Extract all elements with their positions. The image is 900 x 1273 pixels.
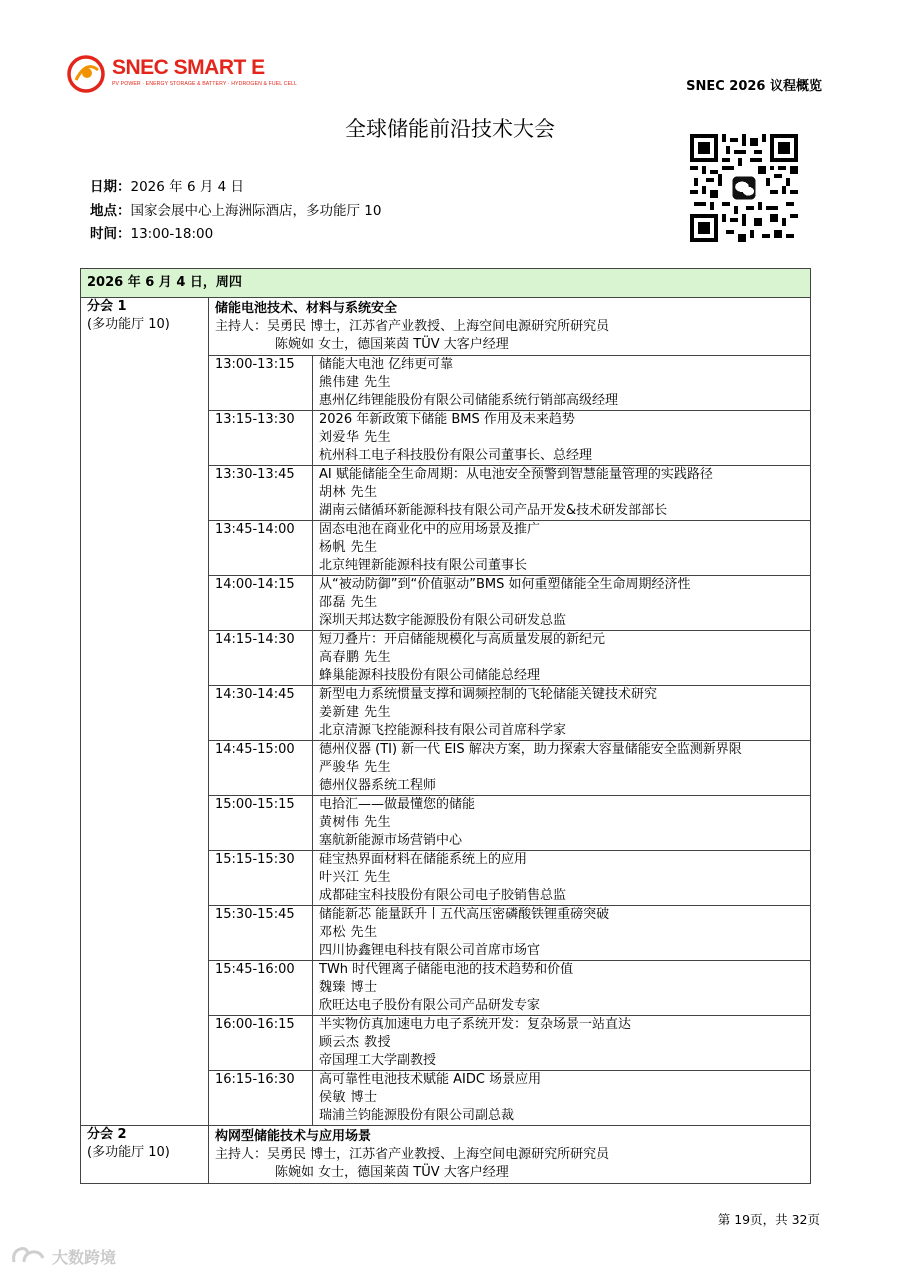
session-room: (多功能厅 10): [87, 1145, 170, 1160]
time-label: 时间：: [90, 226, 131, 242]
session-info-cell: [209, 298, 811, 356]
talk-time: 13:30-13:45: [209, 466, 313, 521]
talk-cell: [313, 741, 811, 796]
page-number: 第 19页，共 32页: [717, 1212, 820, 1227]
watermark-icon: [10, 1244, 48, 1266]
time-value: 13:00-18:00: [130, 226, 214, 242]
talk-title: 2026 年新政策下储能 BMS 作用及未来趋势: [319, 412, 575, 427]
talk-cell: [313, 1071, 811, 1126]
talk-speaker: 胡林 先生: [319, 485, 378, 500]
talk-org: 杭州科工电子科技股份有限公司董事长、总经理: [319, 448, 593, 463]
talk-speaker: 高春鹏 先生: [319, 650, 392, 665]
talk-cell: [313, 631, 811, 686]
talk-speaker: 顾云杰 教授: [319, 1035, 392, 1050]
talk-speaker: 刘爱华 先生: [319, 430, 392, 445]
talk-org: 北京清源飞控能源科技有限公司首席科学家: [319, 723, 567, 738]
talk-time: 14:15-14:30: [209, 631, 313, 686]
talk-cell: [313, 961, 811, 1016]
talk-title: 短刀叠片：开启储能规模化与高质量发展的新纪元: [319, 632, 606, 647]
talk-cell: [313, 1016, 811, 1071]
info-date: [90, 176, 381, 200]
talk-title: 储能大电池 亿纬更可靠: [319, 357, 454, 372]
talk-time: 15:45-16:00: [209, 961, 313, 1016]
session-name-cell: [81, 1126, 209, 1184]
session-name: 分会 1: [87, 299, 127, 314]
talk-title: 电拾汇——做最懂您的储能: [319, 797, 476, 812]
document-label: SNEC 2026 议程概览: [686, 79, 822, 94]
talk-cell: [313, 411, 811, 466]
date-value: 2026 年 6 月 4 日: [130, 179, 244, 195]
talk-time: 16:15-16:30: [209, 1071, 313, 1126]
talk-org: 成都硅宝科技股份有限公司电子胶销售总监: [319, 888, 567, 903]
talk-speaker: 熊伟建 先生: [319, 375, 392, 390]
talk-title: 新型电力系统惯量支撑和调频控制的飞轮储能关键技术研究: [319, 687, 658, 702]
snec-logo-icon: [66, 54, 106, 94]
session-title: 构网型储能技术与应用场景: [215, 1129, 372, 1144]
session-host: 主持人：吴勇民 博士，江苏省产业教授、上海空间电源研究所研究员: [215, 1147, 610, 1162]
talk-speaker: 邵磊 先生: [319, 595, 378, 610]
talk-org: 四川协鑫锂电科技有限公司首席市场官: [319, 943, 541, 958]
wechat-qr-code-icon: [690, 134, 798, 242]
watermark: [10, 1244, 150, 1266]
talk-time: 14:30-14:45: [209, 686, 313, 741]
talk-org: 北京纯锂新能源科技有限公司董事长: [319, 558, 528, 573]
talk-org: 德州仪器系统工程师: [319, 778, 437, 793]
date-row: [81, 269, 811, 298]
talk-title: 从“被动防御”到“价值驱动”BMS 如何重塑储能全生命周期经济性: [319, 577, 691, 592]
talk-org: 深圳天邦达数字能源股份有限公司研发总监: [319, 613, 567, 628]
date-label: 日期：: [90, 179, 131, 195]
talk-time: 13:15-13:30: [209, 411, 313, 466]
talk-title: 德州仪器 (TI) 新一代 EIS 解决方案，助力探索大容量储能安全监测新界限: [319, 742, 742, 757]
talk-speaker: 姜新建 先生: [319, 705, 392, 720]
session-name: 分会 2: [87, 1127, 127, 1142]
talk-time: 14:00-14:15: [209, 576, 313, 631]
talk-cell: [313, 796, 811, 851]
session-header-row: [81, 1126, 811, 1184]
talk-title: AI 赋能储能全生命周期：从电池安全预警到智慧能量管理的实践路径: [319, 467, 713, 482]
session-host: 主持人：吴勇民 博士，江苏省产业教授、上海空间电源研究所研究员: [215, 319, 610, 334]
talk-speaker: 魏臻 博士: [319, 980, 378, 995]
session-info-cell: [209, 1126, 811, 1184]
talk-org: 瑞浦兰钧能源股份有限公司副总裁: [319, 1108, 515, 1123]
talk-speaker: 严骏华 先生: [319, 760, 392, 775]
info-venue: [90, 200, 381, 224]
talk-title: 硅宝热界面材料在储能系统上的应用: [319, 852, 528, 867]
talk-speaker: 叶兴江 先生: [319, 870, 392, 885]
talk-org: 惠州亿纬锂能股份有限公司储能系统行销部高级经理: [319, 393, 619, 408]
talk-org: 帝国理工大学副教授: [319, 1053, 437, 1068]
session-title: 储能电池技术、材料与系统安全: [215, 301, 398, 316]
talk-title: 高可靠性电池技术赋能 AIDC 场景应用: [319, 1072, 542, 1087]
talk-time: 14:45-15:00: [209, 741, 313, 796]
agenda-table: [80, 268, 811, 1184]
date-row-cell: 2026 年 6 月 4 日，周四: [81, 269, 811, 298]
talk-time: 13:00-13:15: [209, 356, 313, 411]
info-time: [90, 223, 381, 247]
watermark-text: 大数跨境: [52, 1248, 117, 1267]
talk-time: 15:30-15:45: [209, 906, 313, 961]
talk-time: 16:00-16:15: [209, 1016, 313, 1071]
talk-cell: [313, 356, 811, 411]
talk-title: 固态电池在商业化中的应用场景及推广: [319, 522, 541, 537]
talk-title: 储能新芯 能量跃升丨五代高压密磷酸铁锂重磅突破: [319, 907, 610, 922]
talk-speaker: 侯敏 博士: [319, 1090, 378, 1105]
talk-cell: [313, 906, 811, 961]
talk-time: 15:15-15:30: [209, 851, 313, 906]
venue-value: 国家会展中心上海洲际酒店，多功能厅 10: [130, 202, 382, 219]
venue-label: 地点：: [90, 202, 131, 219]
talk-time: 13:45-14:00: [209, 521, 313, 576]
event-info: [90, 176, 381, 247]
page-title: 全球储能前沿技术大会: [345, 117, 555, 141]
talk-title: 半实物仿真加速电力电子系统开发：复杂场景一站直达: [319, 1017, 632, 1032]
logo-text: SNEC SMART E: [112, 56, 265, 79]
talk-cell: [313, 466, 811, 521]
talk-org: 湖南云储循环新能源科技有限公司产品开发&技术研发部部长: [319, 503, 668, 518]
talk-title: TWh 时代锂离子储能电池的技术趋势和价值: [319, 962, 574, 977]
session-room: (多功能厅 10): [87, 317, 170, 332]
talk-speaker: 邓松 先生: [319, 925, 378, 940]
talk-time: 15:00-15:15: [209, 796, 313, 851]
talk-speaker: 杨帆 先生: [319, 540, 378, 555]
session-header-row: [81, 298, 811, 356]
talk-cell: [313, 851, 811, 906]
talk-cell: [313, 521, 811, 576]
talk-org: 欣旺达电子股份有限公司产品研发专家: [319, 998, 541, 1013]
session-name-cell: [81, 298, 209, 1126]
talk-speaker: 黄树伟 先生: [319, 815, 392, 830]
logo-subtitle: PV POWER · ENERGY STORAGE & BATTERY · HYDROGEN & FUEL CELL: [112, 81, 297, 87]
snec-logo: [66, 54, 297, 96]
session-host-second: 陈婉如 女士，德国莱茵 TÜV 大客户经理: [275, 1165, 509, 1180]
talk-cell: [313, 686, 811, 741]
talk-cell: [313, 576, 811, 631]
talk-org: 蜂巢能源科技股份有限公司储能总经理: [319, 668, 541, 683]
session-host-second: 陈婉如 女士，德国莱茵 TÜV 大客户经理: [275, 337, 509, 352]
talk-org: 塞航新能源市场营销中心: [319, 833, 463, 848]
